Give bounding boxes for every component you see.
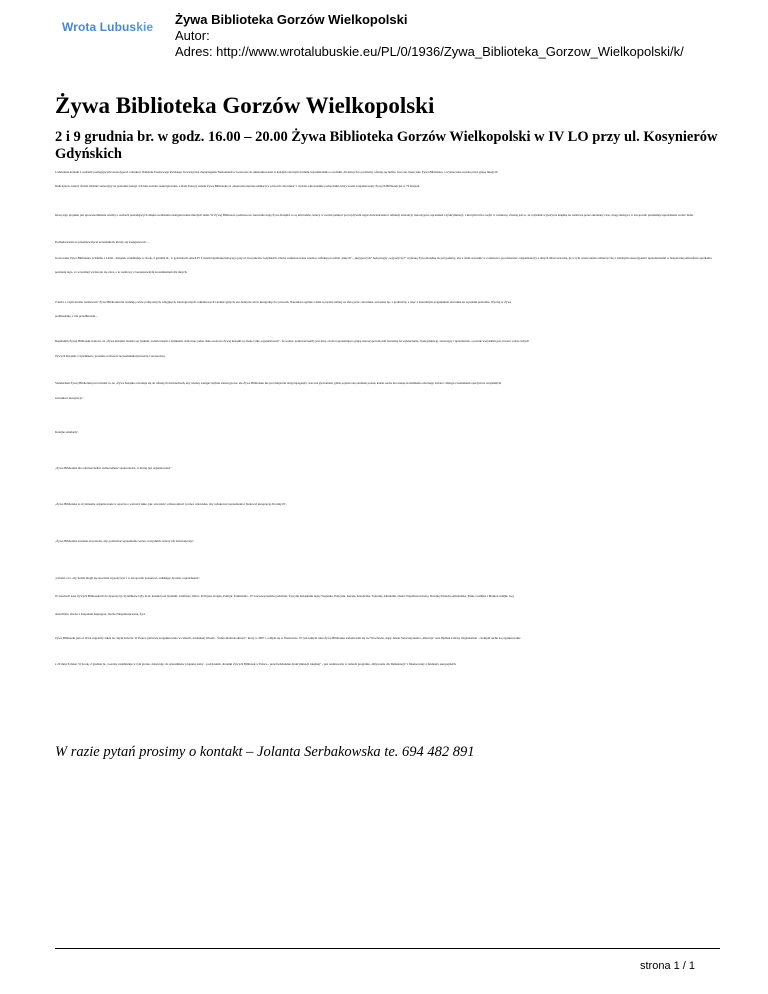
paragraph: „Chodzi o to, aby ludzie mogli się naocznie wypożyczyć i w ten sposób poznawać, redukując dystans i uprzedzenia".	[55, 576, 201, 580]
paragraph: Istotą tego projektu jest upowszechnianie wiedzy o osobach posiadających dzięki osobistemu zaangażowaniu młodych ludzi. W Żywej Bibliotece podstawowe znaczenie mają Żywe Książki: to są inni ludzie, którzy w swoim pamięci pod wpływem reguł doświadczenia i refleksji tolerancji, stereotypów, uprzedzeń i dyskryminacji, z którymi łatwo wejść w rozmowę. Zasadą jest to, że czytelnik wypożycza książkę na rozmowę przez określony czas, drogą dialogu i w ten sposób przełamuje uprzedzenia wobec ludzi.	[55, 213, 694, 217]
article-subtitle: 2 i 9 grudnia br. w godz. 16.00 – 20.00 Żywa Biblioteka Gorzów Wielkopolski w IV LO przy ul. Kosynierów Gdyńskich	[55, 129, 718, 162]
paragraph: „Żywa Biblioteka zostanie otworzona, aby pozbawiać uprzedzenia wobec wszystkich, którzy ich doświadczają".	[55, 539, 195, 543]
logo-text-main: Wrota Lubus	[62, 20, 137, 34]
paragraph: Regulamin Żywej Biblioteki stanowi, że „Żywa Książka określa się tytułem, zwieńczonym z terminem, stanowiąc pełne dane osobowe Żywej Książki są znane tylko organizatorom". To ważne, ponieważ każdy jest inny, osoba reprezentująca grupę stereotypowaną lub narażoną na wykluczenie, dyskryminację, stereotypy i uprzedzenia, a przede wszystkim jest otwarta wobec innych	[55, 339, 529, 343]
paragraph: Podziękowania za przedsięwzięcie uczestnikom, którzy się zaangażowali…	[55, 240, 149, 244]
header-info	[175, 12, 684, 60]
paragraph: Z kim i o czym można rozmawiać? Żywe Biblioteki nie realizują celów politycznych, religijnych, ideologicznych, reklamowych i komercyjnych, ani żadnych celów niezgodnych z prawem. Natomiast ogólnie z nimi są łączne tematy ze sferą praw człowieka, związane np. z godnością, a więc z naturalnym pragnieniem szacunku na wysokim poziomie. Wyczuj w Żywe	[55, 300, 512, 304]
page-header	[0, 0, 768, 80]
header-address: Adres: http://www.wrotalubuskie.eu/PL/0/1936/Zywa_Biblioteka_Gorzow_Wielkopolski/k/	[175, 44, 684, 59]
paragraph: Kolejne standardy:	[55, 430, 79, 434]
header-author: Autor:	[175, 28, 210, 43]
paragraph: Anarchista, Osoba z Zespołem Aspergera, Osoba Niepełnosprawna, Żyd.	[55, 612, 146, 616]
paragraph: z 20 innych miast. W środę, 2 grudnia br., Gorzów zadebiutuje w tym gronie, dołączając do uczestników projektu, który - pod hasłem „Kroniki Żywych Bibliotek w Polsce - przeciwdziałanie dyskryminacji lokalnej" - jest realizowany w ramach programu „Obywatele dla Demokracji" i finansowany z funduszy europejskich.	[55, 662, 457, 666]
page-number: strona 1 / 1	[640, 960, 696, 972]
paragraph: Codziennie kontakt z osobami podlegającymi stereotypowi członków Oddziału Terenowego Polskiego Towarzystwa Zapobiegania Narkomanii w Gorzowie do ukierunkowania w każdym obecnym formułę współdziałania z osobami, dla których to problemy oferują się ludzie. Jest one znana jako Żywa Biblioteka, a wyznaczona została przez grupę młodych	[55, 170, 498, 174]
paragraph: szacunku i akceptacji."	[55, 396, 84, 400]
article-title: Żywa Biblioteka Gorzów Wielkopolski	[55, 93, 435, 118]
paragraph: Standardem Żywej Biblioteki jest również to, że „Żywa Książka odwołuje się do własnych doświadczeń, aby wiedzą zastąpić mylnie stereotypowe, ale Żywa Biblioteka nie jest miejscem antypropagandy. Jest ona gwarantem, gdzie pojawia się zaufanie ponad, każda osoba ma szansę zrozumienia obecnego świata i dialogu z kontaktem opartym na wzajemnym	[55, 381, 502, 385]
paragraph: Duńczyków, którzy chcieli zmienić stereotypy na poziomie kolegi. Ich idea została zaakceptowana, a Rada Europy uznała Żywą Bibliotekę za „skuteczną metodę edukacji w prawach człowieka" i wydała odpowiednie podręczniki, który został zorganizowany Żywych Bibliotek już w 70 krajach.	[55, 184, 420, 188]
paragraph: Żywe Biblioteki już od 10 lat zagościły także na całym świecie. W Polsce pierwszą zorganizowano w ramach „Globalnej Wioski - Świata Różnorodności"; który w 2007 r. odbyła się w Warszawie. W tym samym roku Żywa Biblioteka zadomowiła się we Wrocławiu, dając dzieło Stowarzyszenia „Diversja" oraz Human Library Organisation - czempiń ruchu na organizowanie	[55, 636, 521, 640]
footer-divider	[55, 948, 720, 949]
contact-info: W razie pytań prosimy o kontakt – Jolanta Serbakowska te. 694 482 891	[55, 744, 475, 760]
paragraph: poznanie tego, co wcześniej wydawało się obce, a te rozmowy z bezsensownym zrozumieniem dla innych.	[55, 270, 188, 274]
paragraph: W zasobach nasz Żywych Bibliotekach do dyspozycji czytelników były m.in. książki pod tytułami: Grafitiarz, Kibic, Policjant, Książę, Polityk, Feministka - W Gorzowie będzie podobnie: Żywymi Książkami będą: Weganka, Policjant, Książę, Katoliczka, Tożsamy Alkoholik, Osoba Wspólnotowiczna, Dawniej Dziecko Alkoholika, Punk, Lesbijka i Matka Lesbijki, Gej,	[55, 594, 515, 598]
paragraph: Żywych Książek i czytelników, powinna cechować się komunikatywnością i szczerością.	[55, 354, 166, 358]
paragraph: „Żywa Biblioteka ma odzwierciedlać różnorodność społeczności, w której jest organizowana"	[55, 466, 172, 470]
logo-text-accent: kie	[136, 20, 154, 34]
paragraph: „Żywa Biblioteka to wydarzenie organizowane w oparciu o wartości takie, jak: otwartość, różnorodność i prawa człowieka, aby redukować uprzedzenia i budować akceptację dla innych".	[55, 502, 287, 506]
header-title: Żywa Biblioteka Gorzów Wielkopolski	[175, 12, 408, 27]
wrota-lubuskie-logo	[62, 20, 162, 38]
paragraph: podniesienie, z nie przedmiotem...	[55, 314, 98, 318]
paragraph: Gorzowska Żywa Biblioteka, ścisłemu z Ludzi - Książek, zadebiutuje w środę, 2 grudnia br., w gościnnych salach IV Liceum Ogólnokształcącego przy ul. Kosynierów Gdyńskich. Osoby zainteresowane wiedzą i refleksją na temat „innych", „nietypowych" będą mogły „wypożyczyć" wybraną Żywą Książkę na pół godziny, aby z nami uczestnić w rozmowie i porozmawiać. Organizatorzy z innych miast twierdzą, że w tym czasie można zmierzyć się z własnymi stereotypami i uprzedzeniami w bezpiecznej atmosferze spotkania.	[55, 256, 713, 260]
